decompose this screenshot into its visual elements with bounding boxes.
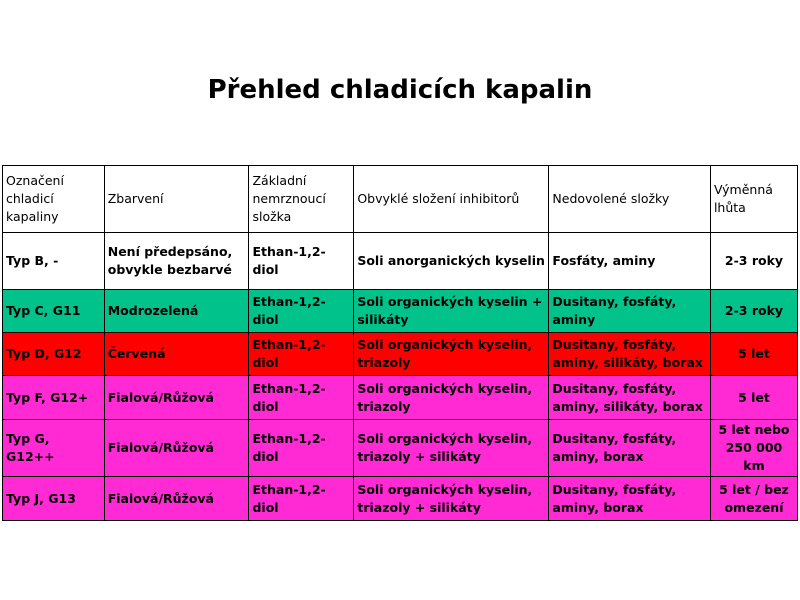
- cell-inhibitors: Soli organických kyselin, triazoly + silikáty: [354, 420, 549, 477]
- cell-forbidden-components: Dusitany, fosfáty, aminy, borax: [549, 477, 711, 521]
- table-row: [3, 477, 798, 521]
- coolant-overview-table: [2, 165, 798, 521]
- cell-inhibitors: Soli organických kyselin, triazoly: [354, 333, 549, 376]
- cell-replacement-interval: 5 let: [710, 376, 797, 420]
- table-row: [3, 376, 798, 420]
- cell-base-component: Ethan-1,2-diol: [249, 290, 354, 333]
- header-base-component: Základní nemrznoucí složka: [249, 166, 354, 233]
- header-replacement-interval: Výměnná lhůta: [710, 166, 797, 233]
- cell-color: Fialová/Růžová: [104, 420, 249, 477]
- table-header-row: [3, 166, 798, 233]
- table-row: [3, 233, 798, 290]
- cell-forbidden-components: Dusitany, fosfáty, aminy, borax: [549, 420, 711, 477]
- cell-forbidden-components: Fosfáty, aminy: [549, 233, 711, 290]
- cell-color: Modrozelená: [104, 290, 249, 333]
- cell-designation: Typ B, -: [3, 233, 105, 290]
- cell-designation: Typ F, G12+: [3, 376, 105, 420]
- cell-base-component: Ethan-1,2-diol: [249, 376, 354, 420]
- cell-replacement-interval: 5 let / bez omezení: [710, 477, 797, 521]
- cell-inhibitors: Soli organických kyselin + silikáty: [354, 290, 549, 333]
- cell-designation: Typ D, G12: [3, 333, 105, 376]
- table-row: [3, 333, 798, 376]
- cell-base-component: Ethan-1,2-diol: [249, 420, 354, 477]
- cell-inhibitors: Soli organických kyselin, triazoly: [354, 376, 549, 420]
- cell-base-component: Ethan-1,2-diol: [249, 477, 354, 521]
- cell-replacement-interval: 2-3 roky: [710, 233, 797, 290]
- cell-forbidden-components: Dusitany, fosfáty, aminy: [549, 290, 711, 333]
- cell-inhibitors: Soli anorganických kyselin: [354, 233, 549, 290]
- cell-color: Fialová/Růžová: [104, 477, 249, 521]
- page-title: Přehled chladicích kapalin: [207, 75, 593, 105]
- cell-replacement-interval: 2-3 roky: [710, 290, 797, 333]
- header-inhibitors: Obvyklé složení inhibitorů: [354, 166, 549, 233]
- cell-inhibitors: Soli organických kyselin, triazoly + silikáty: [354, 477, 549, 521]
- header-color: Zbarvení: [104, 166, 249, 233]
- cell-forbidden-components: Dusitany, fosfáty, aminy, silikáty, borax: [549, 333, 711, 376]
- header-designation: Označení chladicí kapaliny: [3, 166, 105, 233]
- table-row: [3, 290, 798, 333]
- table-row: [3, 420, 798, 477]
- header-forbidden-components: Nedovolené složky: [549, 166, 711, 233]
- cell-base-component: Ethan-1,2-diol: [249, 233, 354, 290]
- cell-color: Červená: [104, 333, 249, 376]
- cell-forbidden-components: Dusitany, fosfáty, aminy, silikáty, borax: [549, 376, 711, 420]
- cell-designation: Typ G, G12++: [3, 420, 105, 477]
- cell-replacement-interval: 5 let: [710, 333, 797, 376]
- cell-designation: Typ C, G11: [3, 290, 105, 333]
- cell-designation: Typ J, G13: [3, 477, 105, 521]
- cell-color: Fialová/Růžová: [104, 376, 249, 420]
- cell-replacement-interval: 5 let nebo 250 000 km: [710, 420, 797, 477]
- cell-base-component: Ethan-1,2-diol: [249, 333, 354, 376]
- cell-color: Není předepsáno, obvykle bezbarvé: [104, 233, 249, 290]
